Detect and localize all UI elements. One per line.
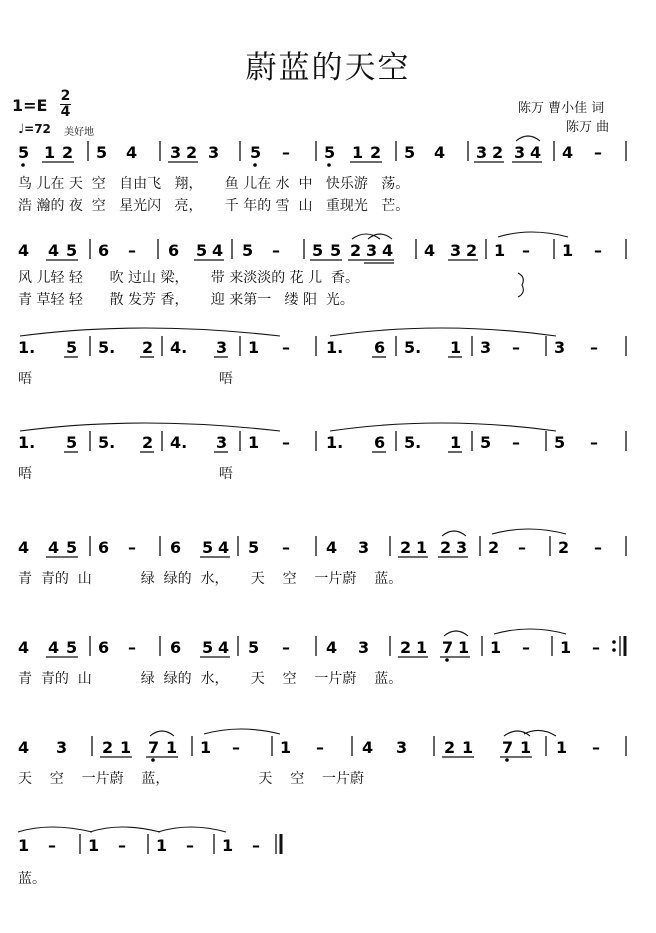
svg-text:5: 5 xyxy=(312,241,324,260)
svg-text:4: 4 xyxy=(530,143,542,162)
svg-text:6: 6 xyxy=(170,638,182,657)
svg-text:1: 1 xyxy=(560,638,572,657)
svg-text:4.: 4. xyxy=(170,433,188,452)
svg-text:1.: 1. xyxy=(18,433,36,452)
svg-text:1: 1 xyxy=(88,836,100,855)
svg-text:5: 5 xyxy=(404,143,416,162)
svg-text:–: – xyxy=(282,538,290,557)
svg-text:3: 3 xyxy=(456,538,468,557)
svg-text:1: 1 xyxy=(248,433,260,452)
svg-text:4: 4 xyxy=(18,241,30,260)
svg-text:–: – xyxy=(272,241,280,260)
svg-text:–: – xyxy=(128,538,136,557)
lyric-line-1: 风 儿轻 轻 吹 过山 梁， 带 来淡淡的 花 儿 香。 xyxy=(18,270,360,286)
svg-text:5: 5 xyxy=(196,241,208,260)
svg-text:1: 1 xyxy=(416,538,428,557)
svg-text:1: 1 xyxy=(556,738,568,757)
svg-text:3: 3 xyxy=(216,433,228,452)
svg-text:–: – xyxy=(282,143,290,162)
svg-text:4: 4 xyxy=(326,638,338,657)
score-row-5 xyxy=(0,530,656,612)
svg-text:5.: 5. xyxy=(404,433,422,452)
notation-row-4 xyxy=(18,423,626,452)
svg-text:1: 1 xyxy=(156,836,168,855)
svg-text:5: 5 xyxy=(248,638,260,657)
svg-text:5: 5 xyxy=(202,538,214,557)
svg-text:4: 4 xyxy=(212,241,224,260)
svg-text:5: 5 xyxy=(66,433,78,452)
svg-text:5.: 5. xyxy=(98,433,116,452)
svg-text:6: 6 xyxy=(374,433,386,452)
svg-text:4.: 4. xyxy=(170,338,188,357)
svg-text:–: – xyxy=(594,538,602,557)
svg-text:–: – xyxy=(592,638,600,657)
score-row-4 xyxy=(0,425,656,507)
svg-text:–: – xyxy=(590,338,598,357)
svg-text:–: – xyxy=(594,143,602,162)
svg-text:5: 5 xyxy=(202,638,214,657)
notation-row-1 xyxy=(18,136,626,167)
svg-text:–: – xyxy=(128,638,136,657)
svg-text:–: – xyxy=(512,433,520,452)
svg-text:2: 2 xyxy=(350,241,362,260)
svg-text:1: 1 xyxy=(280,738,292,757)
svg-text:3: 3 xyxy=(514,143,526,162)
svg-text:1: 1 xyxy=(490,638,502,657)
svg-text:1.: 1. xyxy=(18,338,36,357)
composer-credit: 陈万 曲 xyxy=(566,120,610,135)
time-signature xyxy=(60,90,71,119)
svg-text:5: 5 xyxy=(66,338,78,357)
svg-text:4: 4 xyxy=(424,241,436,260)
svg-text:–: – xyxy=(48,836,56,855)
svg-text:6: 6 xyxy=(374,338,386,357)
svg-text:5.: 5. xyxy=(98,338,116,357)
notation-row-3 xyxy=(18,328,626,357)
song-title: 蔚蓝的天空 xyxy=(245,50,411,86)
svg-text:4: 4 xyxy=(18,638,30,657)
svg-text:5: 5 xyxy=(324,143,336,162)
svg-text:4: 4 xyxy=(218,538,230,557)
svg-text:7: 7 xyxy=(442,638,454,657)
svg-text:4: 4 xyxy=(382,241,394,260)
lyric-line-1: 鸟 儿在 天 空 自由飞 翔， 鱼 儿在 水 中 快乐游 荡。 xyxy=(18,176,410,192)
svg-text:4: 4 xyxy=(48,538,60,557)
svg-text:1: 1 xyxy=(44,143,56,162)
svg-text:2: 2 xyxy=(142,433,154,452)
svg-text:3: 3 xyxy=(56,738,68,757)
svg-text:–: – xyxy=(282,638,290,657)
svg-text:7: 7 xyxy=(148,738,160,757)
notation-row-6 xyxy=(18,629,625,662)
lyric-line-1: 天 空 一片蔚 蓝， 天 空 一片蔚 xyxy=(18,771,365,787)
svg-text:3: 3 xyxy=(476,143,488,162)
svg-text:5: 5 xyxy=(248,538,260,557)
svg-text:5: 5 xyxy=(242,241,254,260)
svg-text:–: – xyxy=(128,241,136,260)
svg-text:4: 4 xyxy=(218,638,230,657)
svg-text:–: – xyxy=(522,241,530,260)
notation-row-7 xyxy=(18,729,626,762)
score-row-3 xyxy=(0,330,656,412)
svg-text:1: 1 xyxy=(120,738,132,757)
svg-text:6: 6 xyxy=(170,538,182,557)
svg-text:3: 3 xyxy=(170,143,182,162)
expression-marking: 美好地 xyxy=(64,127,94,138)
svg-text:4: 4 xyxy=(326,538,338,557)
svg-text:2: 2 xyxy=(440,538,452,557)
svg-text:–: – xyxy=(232,738,240,757)
svg-text:3: 3 xyxy=(216,338,228,357)
svg-text:2: 2 xyxy=(102,738,114,757)
svg-text:2: 2 xyxy=(558,538,570,557)
score-row-6 xyxy=(0,630,656,712)
svg-text:2: 2 xyxy=(400,538,412,557)
svg-text:5: 5 xyxy=(330,241,342,260)
lyric-line-1: 青 青的 山 绿 绿的 水， 天 空 一片蔚 蓝。 xyxy=(18,671,403,687)
svg-text:–: – xyxy=(316,738,324,757)
svg-text:3: 3 xyxy=(358,538,370,557)
svg-text:2: 2 xyxy=(492,143,504,162)
svg-text:1: 1 xyxy=(248,338,260,357)
svg-text:–: – xyxy=(522,638,530,657)
lyric-line-2: 浩 瀚的 夜 空 星光闪 亮， 千 年的 雪 山 重现光 芒。 xyxy=(18,198,410,214)
svg-text:4: 4 xyxy=(362,738,374,757)
time-top: 2 xyxy=(60,88,71,104)
svg-text:1: 1 xyxy=(450,338,462,357)
svg-text:1: 1 xyxy=(520,738,532,757)
lyric-line-1: 蓝。 xyxy=(18,871,46,887)
svg-text:1: 1 xyxy=(416,638,428,657)
svg-text:5: 5 xyxy=(480,433,492,452)
svg-text:2: 2 xyxy=(488,538,500,557)
svg-text:–: – xyxy=(282,433,290,452)
lyric-line-2: 青 草轻 轻 散 发芳 香， 迎 来第一 缕 阳 光。 xyxy=(18,292,354,308)
svg-text:1: 1 xyxy=(494,241,506,260)
lyricist-credit: 陈万 曹小佳 词 xyxy=(518,101,605,116)
svg-text:2: 2 xyxy=(186,143,198,162)
svg-text:6: 6 xyxy=(168,241,180,260)
svg-text:5: 5 xyxy=(250,143,262,162)
svg-text:3: 3 xyxy=(554,338,566,357)
svg-text:4: 4 xyxy=(48,638,60,657)
svg-text:1: 1 xyxy=(166,738,178,757)
svg-text:2: 2 xyxy=(370,143,382,162)
svg-text:3: 3 xyxy=(480,338,492,357)
svg-text:4: 4 xyxy=(48,241,60,260)
svg-text:5: 5 xyxy=(66,241,78,260)
svg-text:–: – xyxy=(282,338,290,357)
notation-row-2 xyxy=(18,232,626,263)
notation-row-8 xyxy=(18,827,281,855)
svg-text:2: 2 xyxy=(142,338,154,357)
score-row-2 xyxy=(0,233,656,315)
svg-text:1: 1 xyxy=(222,836,234,855)
svg-text:3: 3 xyxy=(450,241,462,260)
svg-text:3: 3 xyxy=(396,738,408,757)
tempo-value: =72 xyxy=(24,122,51,136)
svg-text:–: – xyxy=(594,241,602,260)
svg-text:2: 2 xyxy=(400,638,412,657)
lyric-line-1: 青 青的 山 绿 绿的 水， 天 空 一片蔚 蓝。 xyxy=(18,571,403,587)
score-row-1 xyxy=(0,135,656,217)
svg-text:1.: 1. xyxy=(326,433,344,452)
svg-text:3: 3 xyxy=(358,638,370,657)
lyric-line-1: 唔 唔 xyxy=(18,466,233,482)
svg-text:4: 4 xyxy=(18,538,30,557)
svg-text:2: 2 xyxy=(466,241,478,260)
svg-text:1: 1 xyxy=(200,738,212,757)
key-signature: 1=E xyxy=(12,96,48,115)
svg-text:6: 6 xyxy=(98,538,110,557)
score-row-7 xyxy=(0,730,656,812)
svg-text:1: 1 xyxy=(450,433,462,452)
quarter-note-icon: ♩ xyxy=(18,122,25,137)
notation-row-5 xyxy=(18,529,626,557)
svg-text:4: 4 xyxy=(18,738,30,757)
svg-text:5: 5 xyxy=(96,143,108,162)
svg-text:–: – xyxy=(252,836,260,855)
svg-text:4: 4 xyxy=(126,143,138,162)
svg-text:4: 4 xyxy=(434,143,446,162)
svg-text:–: – xyxy=(592,738,600,757)
svg-text:4: 4 xyxy=(562,143,574,162)
svg-text:1: 1 xyxy=(18,836,30,855)
svg-text:2: 2 xyxy=(444,738,456,757)
svg-text:3: 3 xyxy=(366,241,378,260)
svg-text:1: 1 xyxy=(458,638,470,657)
svg-text:1.: 1. xyxy=(326,338,344,357)
score-row-8 xyxy=(0,828,656,910)
svg-text:6: 6 xyxy=(98,241,110,260)
svg-text:–: – xyxy=(186,836,194,855)
svg-text:5: 5 xyxy=(66,538,78,557)
svg-text:5: 5 xyxy=(18,143,30,162)
svg-text:–: – xyxy=(512,338,520,357)
svg-text:5: 5 xyxy=(554,433,566,452)
svg-text:3: 3 xyxy=(208,143,220,162)
lyric-line-1: 唔 唔 xyxy=(18,371,233,387)
svg-text:1: 1 xyxy=(352,143,364,162)
svg-text:–: – xyxy=(590,433,598,452)
svg-text:5: 5 xyxy=(66,638,78,657)
svg-text:1: 1 xyxy=(462,738,474,757)
svg-text:2: 2 xyxy=(62,143,74,162)
svg-text:1: 1 xyxy=(562,241,574,260)
svg-text:7: 7 xyxy=(502,738,514,757)
svg-text:6: 6 xyxy=(98,638,110,657)
svg-text:–: – xyxy=(118,836,126,855)
svg-text:5.: 5. xyxy=(404,338,422,357)
time-bottom: 4 xyxy=(60,104,71,120)
svg-text:–: – xyxy=(518,538,526,557)
